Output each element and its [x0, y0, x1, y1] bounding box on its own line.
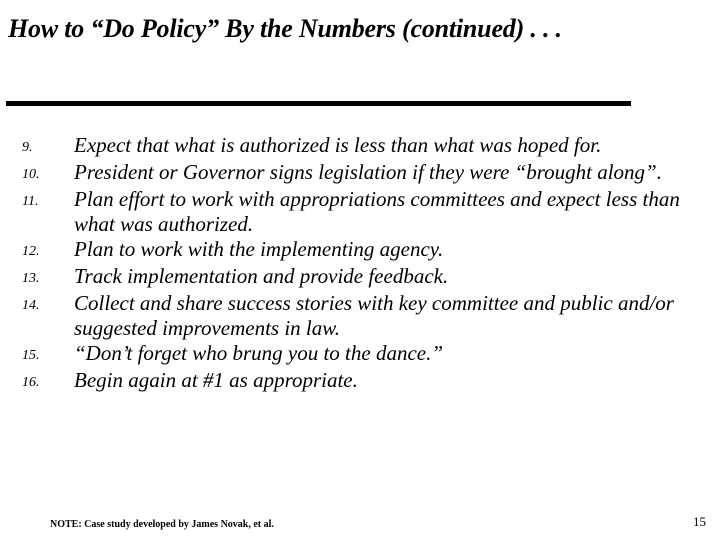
list-item — [22, 187, 702, 237]
item-number: 14. — [22, 298, 40, 313]
title-divider — [6, 101, 631, 106]
item-number: 9. — [22, 140, 33, 155]
footnote: NOTE: Case study developed by James Novak, et al. — [50, 519, 274, 530]
item-number: 15. — [22, 348, 40, 363]
list-item — [22, 133, 702, 160]
list-item — [22, 264, 702, 291]
list-item — [22, 368, 702, 395]
list-item — [22, 291, 702, 341]
item-number: 13. — [22, 271, 40, 286]
item-number: 16. — [22, 375, 40, 390]
item-number: 12. — [22, 244, 40, 259]
item-text: “Don’t forget who brung you to the dance.” — [74, 341, 444, 365]
list-item — [22, 341, 702, 368]
item-number: 10. — [22, 167, 40, 182]
item-text: Plan effort to work with appropriations committees and expect less than what was authorized. — [74, 187, 680, 236]
list-item — [22, 160, 702, 187]
item-text: Plan to work with the implementing agency. — [74, 237, 444, 261]
slide-title: How to “Do Policy” By the Numbers (continued) . . . — [8, 14, 562, 43]
item-text: Track implementation and provide feedback. — [74, 264, 449, 288]
page-number: 15 — [693, 514, 706, 529]
item-text: President or Governor signs legislation if they were “brought along”. — [74, 160, 662, 184]
item-text: Collect and share success stories with key committee and public and/or suggested improvements in law. — [74, 291, 674, 340]
item-number: 11. — [22, 194, 39, 209]
item-text: Begin again at #1 as appropriate. — [74, 368, 358, 392]
list-item — [22, 237, 702, 264]
item-text: Expect that what is authorized is less than what was hoped for. — [74, 133, 602, 157]
numbered-list — [22, 133, 702, 395]
